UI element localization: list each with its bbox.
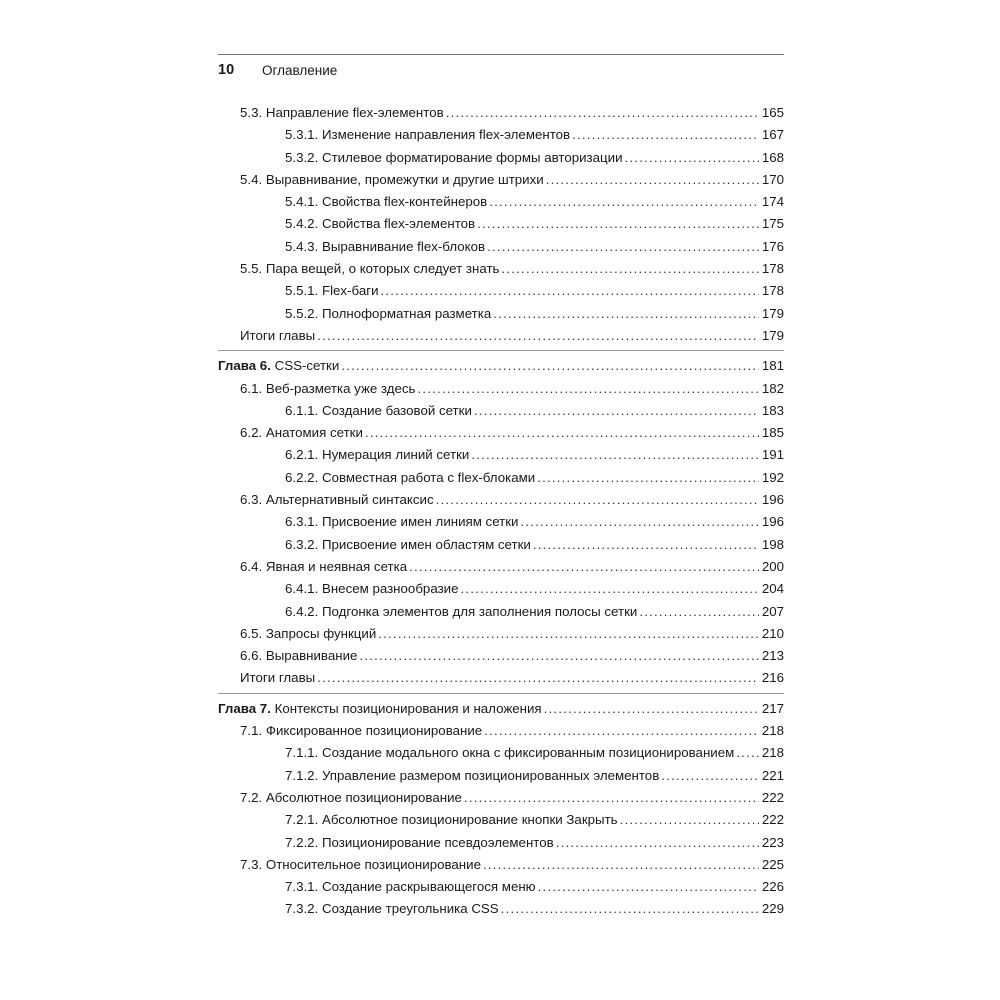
entry-title-text: 5.3.1. Изменение направления flex-элементов	[285, 127, 571, 143]
entry-title-text: 7.1.2. Управление размером позиционированных элементов	[285, 767, 660, 783]
entry-title-text: 6.5. Запросы функций	[240, 625, 377, 641]
leader-dots	[639, 601, 759, 623]
toc-section-entry[interactable]	[218, 258, 784, 280]
leader-dots	[483, 854, 759, 876]
leader-dots	[538, 876, 759, 898]
leader-dots	[461, 578, 759, 600]
toc-section-entry[interactable]	[218, 422, 784, 444]
entry-title	[285, 832, 554, 854]
leader-dots	[533, 534, 759, 556]
entry-title-text: 5.5.2. Полноформатная разметка	[285, 305, 492, 321]
leader-dots	[661, 765, 759, 787]
entry-title-text: 6.3.1. Присвоение имен линиям сетки	[285, 514, 519, 530]
page-ref: 213	[761, 648, 784, 664]
entry-title-text: 6.1. Веб-разметка уже здесь	[240, 380, 416, 396]
entry-title-text: 7.2. Абсолютное позиционирование	[240, 789, 462, 805]
entry-title	[240, 854, 481, 876]
entry-title	[285, 534, 531, 556]
page-ref: 175	[761, 216, 784, 232]
toc-section-entry[interactable]	[218, 720, 784, 742]
leader-dots	[317, 667, 759, 689]
running-title: Оглавление	[262, 63, 338, 78]
leader-dots	[446, 102, 759, 124]
entry-title-text: Итоги главы	[240, 327, 316, 343]
entry-title	[285, 236, 485, 258]
entry-title	[285, 467, 535, 489]
leader-dots	[381, 280, 759, 302]
entry-title	[285, 742, 734, 764]
leader-dots	[365, 422, 759, 444]
leader-dots	[521, 511, 759, 533]
entry-title	[285, 444, 469, 466]
entry-title-text: 5.3. Направление flex-элементов	[240, 105, 444, 120]
entry-title-text: 7.3. Относительное позиционирование	[240, 856, 481, 872]
toc-section-entry[interactable]	[218, 667, 784, 689]
leader-dots	[417, 378, 758, 400]
leader-dots	[341, 355, 759, 377]
entry-title-text: 7.3.1. Создание раскрывающегося меню	[285, 879, 536, 895]
toc-subsection-entry[interactable]	[218, 765, 784, 787]
page-ref: 179	[761, 327, 784, 343]
entry-title-text: 6.4.1. Внесем разнообразие	[285, 581, 459, 597]
page-ref: 165	[761, 105, 784, 120]
toc-subsection-entry[interactable]	[218, 832, 784, 854]
entry-title	[240, 325, 315, 347]
toc-chapter-entry[interactable]	[218, 698, 784, 720]
toc-subsection-entry[interactable]	[218, 124, 784, 146]
leader-dots	[378, 623, 759, 645]
page-ref: 168	[761, 149, 784, 165]
page-ref: 182	[761, 380, 784, 396]
entry-title	[218, 355, 339, 377]
entry-title	[240, 787, 462, 809]
toc-subsection-entry[interactable]	[218, 303, 784, 325]
section-divider	[218, 693, 784, 694]
entry-title	[285, 898, 499, 920]
page-ref: 204	[761, 581, 784, 597]
entry-title	[218, 698, 542, 720]
toc-section-entry[interactable]	[218, 378, 784, 400]
page-ref: 207	[761, 603, 784, 619]
page-ref: 218	[761, 745, 784, 761]
toc-subsection-entry[interactable]	[218, 511, 784, 533]
table-of-contents	[218, 102, 784, 921]
entry-title	[285, 124, 570, 146]
entry-title-text: 7.1. Фиксированное позиционирование	[240, 723, 483, 739]
toc-section-entry[interactable]	[218, 169, 784, 191]
leader-dots	[477, 213, 759, 235]
page-ref: 183	[761, 402, 784, 418]
toc-chapter-entry[interactable]	[218, 355, 784, 377]
leader-dots	[436, 489, 759, 511]
entry-title	[240, 623, 376, 645]
leader-dots	[501, 258, 758, 280]
leader-dots	[544, 698, 759, 720]
toc-subsection-entry[interactable]	[218, 147, 784, 169]
page-ref: 185	[761, 425, 784, 441]
entry-title	[240, 667, 315, 689]
page-ref: 226	[761, 879, 784, 895]
entry-title-text: 6.2.2. Совместная работа с flex-блоками	[285, 469, 536, 485]
toc-subsection-entry[interactable]	[218, 467, 784, 489]
entry-title-text: Контексты позиционирования и наложения	[270, 700, 542, 716]
toc-section-entry[interactable]	[218, 325, 784, 347]
entry-title-text: 5.3.2. Стилевое форматирование формы авторизации	[285, 149, 623, 165]
page-ref: 178	[761, 283, 784, 299]
page-ref: 200	[761, 558, 784, 574]
leader-dots	[493, 303, 759, 325]
page-ref: 174	[761, 194, 784, 210]
page-ref: 223	[761, 834, 784, 850]
leader-dots	[546, 169, 759, 191]
entry-title	[285, 578, 459, 600]
page-ref: 217	[761, 700, 784, 716]
toc-section-entry[interactable]	[218, 556, 784, 578]
leader-dots	[471, 444, 758, 466]
entry-title-text: 7.2.2. Позиционирование псевдоэлементов	[285, 834, 554, 850]
chapter-label: Глава 6.	[218, 358, 271, 374]
page-ref: 170	[761, 171, 784, 187]
entry-title	[240, 102, 444, 124]
entry-title-text: 5.4.1. Свойства flex-контейнеров	[285, 194, 488, 210]
page-ref: 179	[761, 305, 784, 321]
toc-subsection-entry[interactable]	[218, 742, 784, 764]
entry-title	[285, 213, 475, 235]
entry-title-text: 6.3. Альтернативный синтаксис	[240, 492, 434, 508]
page-ref: 210	[761, 625, 784, 641]
leader-dots	[359, 645, 758, 667]
entry-title-text: 6.4. Явная и неявная сетка	[240, 558, 408, 574]
entry-title-text: 6.1.1. Создание базовой сетки	[285, 402, 472, 418]
page-ref: 192	[761, 469, 784, 485]
toc-section-entry[interactable]	[218, 787, 784, 809]
entry-title	[285, 147, 623, 169]
toc-section-entry[interactable]	[218, 854, 784, 876]
page-ref: 198	[761, 536, 784, 552]
entry-title	[240, 422, 363, 444]
toc-subsection-entry[interactable]	[218, 236, 784, 258]
entry-title-text: 5.5.1. Flex-баги	[285, 283, 379, 299]
page-ref: 167	[761, 127, 784, 143]
page-ref: 221	[761, 767, 784, 783]
entry-title	[240, 169, 544, 191]
leader-dots	[474, 400, 759, 422]
page-ref: 216	[761, 670, 784, 686]
entry-title-text: 6.4.2. Подгонка элементов для заполнения полосы сетки	[285, 603, 638, 619]
page-ref: 225	[761, 856, 784, 872]
entry-title	[285, 765, 659, 787]
entry-title	[285, 876, 536, 898]
entry-title	[285, 400, 472, 422]
entry-title-text: 6.3.2. Присвоение имен областям сетки	[285, 536, 531, 552]
entry-title	[285, 191, 487, 213]
entry-title-text: 6.2.1. Нумерация линий сетки	[285, 447, 470, 463]
entry-title-text: CSS-сетки	[270, 358, 340, 374]
entry-title-text: 6.2. Анатомия сетки	[240, 425, 363, 441]
page-ref: 176	[761, 238, 784, 254]
leader-dots	[489, 191, 759, 213]
entry-title-text: 5.4. Выравнивание, промежутки и другие штрихи	[240, 171, 544, 187]
toc-section-entry[interactable]	[218, 645, 784, 667]
leader-dots	[620, 809, 759, 831]
page-ref: 222	[761, 789, 784, 805]
toc-subsection-entry[interactable]	[218, 578, 784, 600]
page-ref: 229	[761, 901, 784, 917]
toc-section-entry[interactable]	[218, 489, 784, 511]
toc-subsection-entry[interactable]	[218, 191, 784, 213]
entry-title	[285, 601, 637, 623]
page-number: 10	[218, 62, 235, 78]
page-ref: 181	[761, 358, 784, 374]
page-ref: 196	[761, 514, 784, 530]
toc-subsection-entry[interactable]	[218, 280, 784, 302]
entry-title-text: 5.4.3. Выравнивание flex-блоков	[285, 238, 486, 254]
entry-title	[285, 303, 491, 325]
toc-subsection-entry[interactable]	[218, 809, 784, 831]
leader-dots	[572, 124, 759, 146]
toc-section-entry[interactable]	[218, 623, 784, 645]
page-ref: 191	[761, 447, 784, 463]
chapter-label: Глава 7.	[218, 700, 271, 716]
toc-subsection-entry[interactable]	[218, 213, 784, 235]
toc-subsection-entry[interactable]	[218, 534, 784, 556]
page-header	[218, 54, 784, 79]
leader-dots	[537, 467, 759, 489]
section-divider	[218, 350, 784, 351]
entry-title	[285, 511, 519, 533]
entry-title	[240, 556, 407, 578]
page-ref: 196	[761, 492, 784, 508]
toc-subsection-entry[interactable]	[218, 898, 784, 920]
entry-title	[285, 809, 618, 831]
toc-subsection-entry[interactable]	[218, 876, 784, 898]
leader-dots	[409, 556, 759, 578]
entry-title	[285, 280, 379, 302]
leader-dots	[501, 898, 759, 920]
toc-subsection-entry[interactable]	[218, 400, 784, 422]
page-ref: 222	[761, 812, 784, 828]
leader-dots	[317, 325, 759, 347]
leader-dots	[484, 720, 759, 742]
leader-dots	[736, 742, 759, 764]
leader-dots	[625, 147, 759, 169]
page-ref: 178	[761, 261, 784, 277]
entry-title-text: 7.1.1. Создание модального окна с фиксированным позиционированием	[285, 745, 735, 761]
entry-title-text: Итоги главы	[240, 670, 316, 686]
toc-subsection-entry[interactable]	[218, 601, 784, 623]
entry-title-text: 6.6. Выравнивание	[240, 648, 358, 664]
entry-title	[240, 378, 415, 400]
leader-dots	[464, 787, 759, 809]
entry-title-text: 7.3.2. Создание треугольника CSS	[285, 901, 499, 917]
page-ref: 218	[761, 723, 784, 739]
leader-dots	[556, 832, 759, 854]
entry-title	[240, 489, 434, 511]
toc-subsection-entry[interactable]	[218, 444, 784, 466]
entry-title-text: 5.5. Пара вещей, о которых следует знать	[240, 261, 500, 277]
entry-title	[240, 258, 499, 280]
entry-title	[240, 645, 357, 667]
entry-title-text: 5.4.2. Свойства flex-элементов	[285, 216, 476, 232]
entry-title	[240, 720, 482, 742]
entry-title-text: 7.2.1. Абсолютное позиционирование кнопки Закрыть	[285, 812, 618, 828]
toc-section-entry[interactable]	[218, 102, 784, 124]
leader-dots	[487, 236, 759, 258]
